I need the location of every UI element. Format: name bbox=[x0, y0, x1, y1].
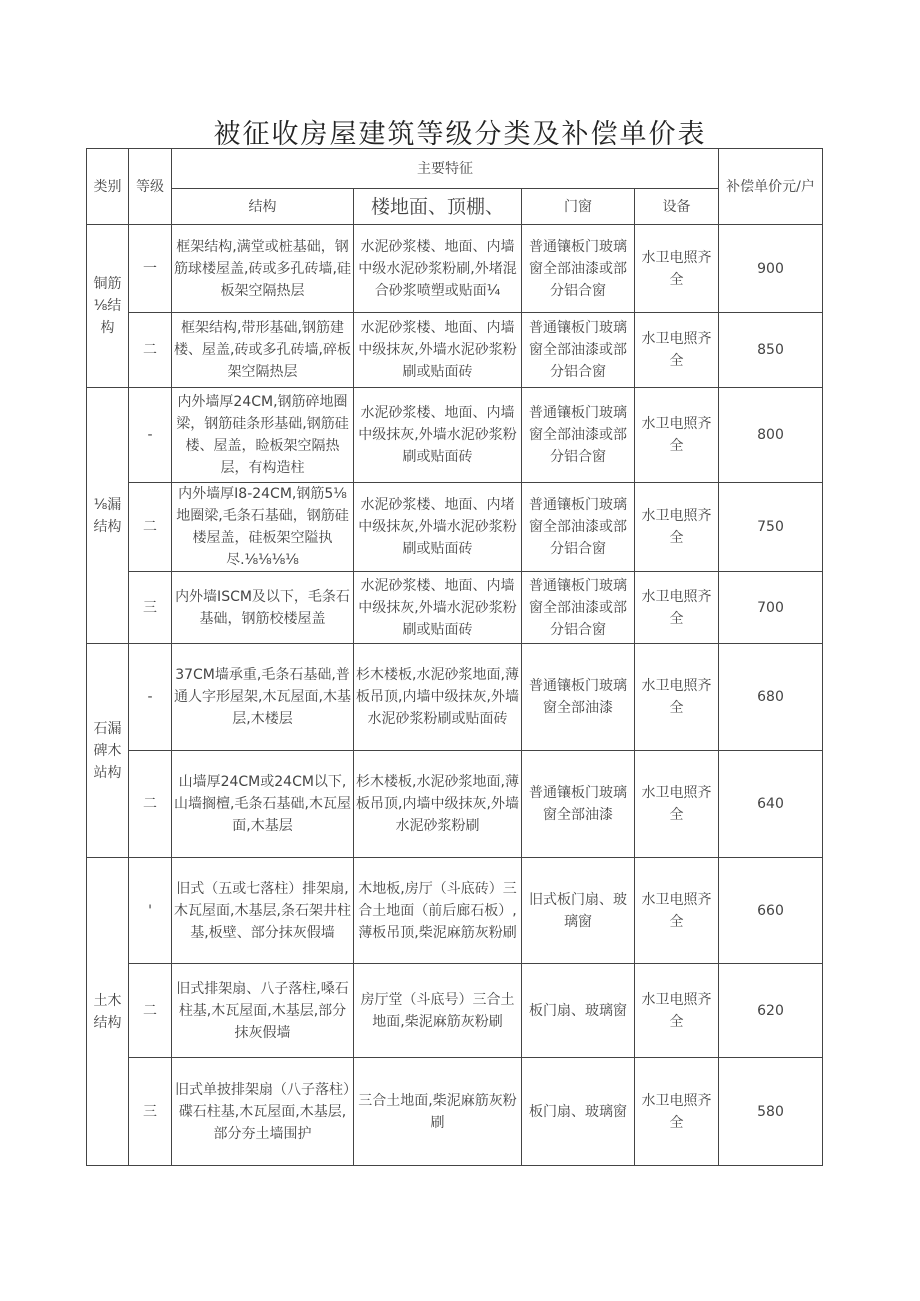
grade-cell: ' bbox=[129, 858, 172, 964]
price-cell: 660 bbox=[719, 858, 823, 964]
page-title: 被征收房屋建筑等级分类及补偿单价表 bbox=[213, 119, 707, 150]
doors-cell: 普通镶板门玻璃窗全部油漆 bbox=[522, 644, 635, 751]
floor-cell: 水泥砂浆楼、地面、内墙中级抹灰,外墙水泥砂浆粉刷或贴面砖 bbox=[354, 313, 522, 388]
floor-cell: 杉木楼板,水泥砂浆地面,薄板吊顶,内墙中级抹灰,外墙水泥砂浆粉刷或贴面砖 bbox=[354, 644, 522, 751]
compensation-table bbox=[86, 148, 823, 1166]
table-row bbox=[87, 858, 823, 964]
price-cell: 680 bbox=[719, 644, 823, 751]
table-row bbox=[87, 1058, 823, 1166]
grade-cell: - bbox=[129, 644, 172, 751]
floor-cell: 杉木楼板,水泥砂浆地面,薄板吊顶,内墙中级抹灰,外墙水泥砂浆粉刷 bbox=[354, 751, 522, 858]
equipment-cell: 水卫电照齐全 bbox=[635, 751, 719, 858]
equipment-cell: 水卫电照齐全 bbox=[635, 1058, 719, 1166]
doors-cell: 普通镶板门玻璃窗全部油漆或部分铝合窗 bbox=[522, 572, 635, 644]
table-row bbox=[87, 388, 823, 483]
equipment-cell: 水卫电照齐全 bbox=[635, 388, 719, 483]
equipment-cell: 水卫电照齐全 bbox=[635, 225, 719, 313]
header-structure: 结构 bbox=[172, 189, 354, 225]
structure-cell: 旧式单披排架扇（八子落柱）碟石柱基,木瓦屋面,木基层,部分夯土墙围护 bbox=[172, 1058, 354, 1166]
structure-cell: 框架结构,满堂或桩基础，钢筋球楼屋盖,砖或多孔砖墙,硅板架空隔热层 bbox=[172, 225, 354, 313]
equipment-cell: 水卫电照齐全 bbox=[635, 644, 719, 751]
header-floor: 楼地面、顶棚、 bbox=[354, 189, 522, 225]
table-row bbox=[87, 572, 823, 644]
doors-cell: 旧式板门扇、玻璃窗 bbox=[522, 858, 635, 964]
equipment-cell: 水卫电照齐全 bbox=[635, 964, 719, 1058]
header-equipment: 设备 bbox=[635, 189, 719, 225]
grade-cell: 三 bbox=[129, 572, 172, 644]
floor-cell: 房厅堂（斗底号）三合土地面,柴泥麻筋灰粉刷 bbox=[354, 964, 522, 1058]
grade-cell: 二 bbox=[129, 751, 172, 858]
doors-cell: 普通镶板门玻璃窗全部油漆或部分铝合窗 bbox=[522, 388, 635, 483]
floor-cell: 水泥砂浆楼、地面、内堵中级抹灰,外墙水泥砂浆粉刷或贴面砖 bbox=[354, 483, 522, 572]
header-main-features: 主要特征 bbox=[172, 149, 719, 189]
structure-cell: 山墙厚24CM或24CM以下,山墙搁檀,毛条石基础,木瓦屋面,木基层 bbox=[172, 751, 354, 858]
floor-cell: 水泥砂浆楼、地面、内墙中级抹灰,外墙水泥砂浆粉刷或贴面砖 bbox=[354, 388, 522, 483]
grade-cell: 二 bbox=[129, 313, 172, 388]
structure-cell: 内外墙厚I8-24CM,钢筋5⅛地圈梁,毛条石基础，钢筋硅楼屋盖，硅板架空隘执尽.⅛⅛⅛⅛ bbox=[172, 483, 354, 572]
floor-cell: 水泥砂浆楼、地面、内墙中级抹灰,外墙水泥砂浆粉刷或贴面砖 bbox=[354, 572, 522, 644]
price-cell: 750 bbox=[719, 483, 823, 572]
grade-cell: 二 bbox=[129, 483, 172, 572]
grade-cell: 二 bbox=[129, 964, 172, 1058]
header-price: 补偿单价元/户 bbox=[719, 149, 823, 225]
category-cell: ⅛漏结构 bbox=[87, 388, 129, 644]
doors-cell: 普通镶板门玻璃窗全部油漆 bbox=[522, 751, 635, 858]
structure-cell: 旧式排架扇、八子落柱,嗓石柱基,木瓦屋面,木基层,部分抹灰假墙 bbox=[172, 964, 354, 1058]
category-cell: 土木结构 bbox=[87, 858, 129, 1166]
table-row bbox=[87, 225, 823, 313]
category-cell: 铜筋⅛结构 bbox=[87, 225, 129, 388]
price-cell: 800 bbox=[719, 388, 823, 483]
price-cell: 620 bbox=[719, 964, 823, 1058]
header-grade: 等级 bbox=[129, 149, 172, 225]
price-cell: 580 bbox=[719, 1058, 823, 1166]
structure-cell: 内外墙厚24CM,钢筋碎地圈梁，钢筋硅条形基础,钢筋硅楼、屋盖，睑板架空隔热层，有构造柱 bbox=[172, 388, 354, 483]
doors-cell: 板门扇、玻璃窗 bbox=[522, 964, 635, 1058]
floor-cell: 三合土地面,柴泥麻筋灰粉刷 bbox=[354, 1058, 522, 1166]
structure-cell: 37CM墙承重,毛条石基础,普通人字形屋架,木瓦屋面,木基层,木楼层 bbox=[172, 644, 354, 751]
table-row bbox=[87, 483, 823, 572]
header-category: 类别 bbox=[87, 149, 129, 225]
price-cell: 900 bbox=[719, 225, 823, 313]
table-row bbox=[87, 751, 823, 858]
floor-cell: 木地板,房厅（斗底砖）三合土地面（前后廊石板）,薄板吊顶,柴泥麻筋灰粉刷 bbox=[354, 858, 522, 964]
doors-cell: 普通镶板门玻璃窗全部油漆或部分铝合窗 bbox=[522, 483, 635, 572]
doors-cell: 普通镶板门玻璃窗全部油漆或部分铝合窗 bbox=[522, 225, 635, 313]
grade-cell: - bbox=[129, 388, 172, 483]
header-row bbox=[87, 149, 823, 189]
header-doors: 门窗 bbox=[522, 189, 635, 225]
doors-cell: 板门扇、玻璃窗 bbox=[522, 1058, 635, 1166]
grade-cell: 三 bbox=[129, 1058, 172, 1166]
equipment-cell: 水卫电照齐全 bbox=[635, 572, 719, 644]
grade-cell: 一 bbox=[129, 225, 172, 313]
floor-cell: 水泥砂浆楼、地面、内墙中级水泥砂浆粉刷,外堵混合砂浆喷塑或贴面¼ bbox=[354, 225, 522, 313]
table-row bbox=[87, 964, 823, 1058]
equipment-cell: 水卫电照齐全 bbox=[635, 313, 719, 388]
subheader-row bbox=[87, 189, 823, 225]
price-cell: 850 bbox=[719, 313, 823, 388]
structure-cell: 框架结构,带形基础,钢筋建楼、屋盖,砖或多孔砖墙,碎板架空隔热层 bbox=[172, 313, 354, 388]
doors-cell: 普通镶板门玻璃窗全部油漆或部分铝合窗 bbox=[522, 313, 635, 388]
structure-cell: 旧式（五或七落柱）排架扇,木瓦屋面,木基层,条石架井柱基,板壁、部分抹灰假墙 bbox=[172, 858, 354, 964]
equipment-cell: 水卫电照齐全 bbox=[635, 483, 719, 572]
structure-cell: 内外墙ISCM及以下，毛条石基础，钢筋校楼屋盖 bbox=[172, 572, 354, 644]
category-cell: 石漏碑木站构 bbox=[87, 644, 129, 858]
price-cell: 700 bbox=[719, 572, 823, 644]
equipment-cell: 水卫电照齐全 bbox=[635, 858, 719, 964]
table-row bbox=[87, 644, 823, 751]
price-cell: 640 bbox=[719, 751, 823, 858]
table-row bbox=[87, 313, 823, 388]
